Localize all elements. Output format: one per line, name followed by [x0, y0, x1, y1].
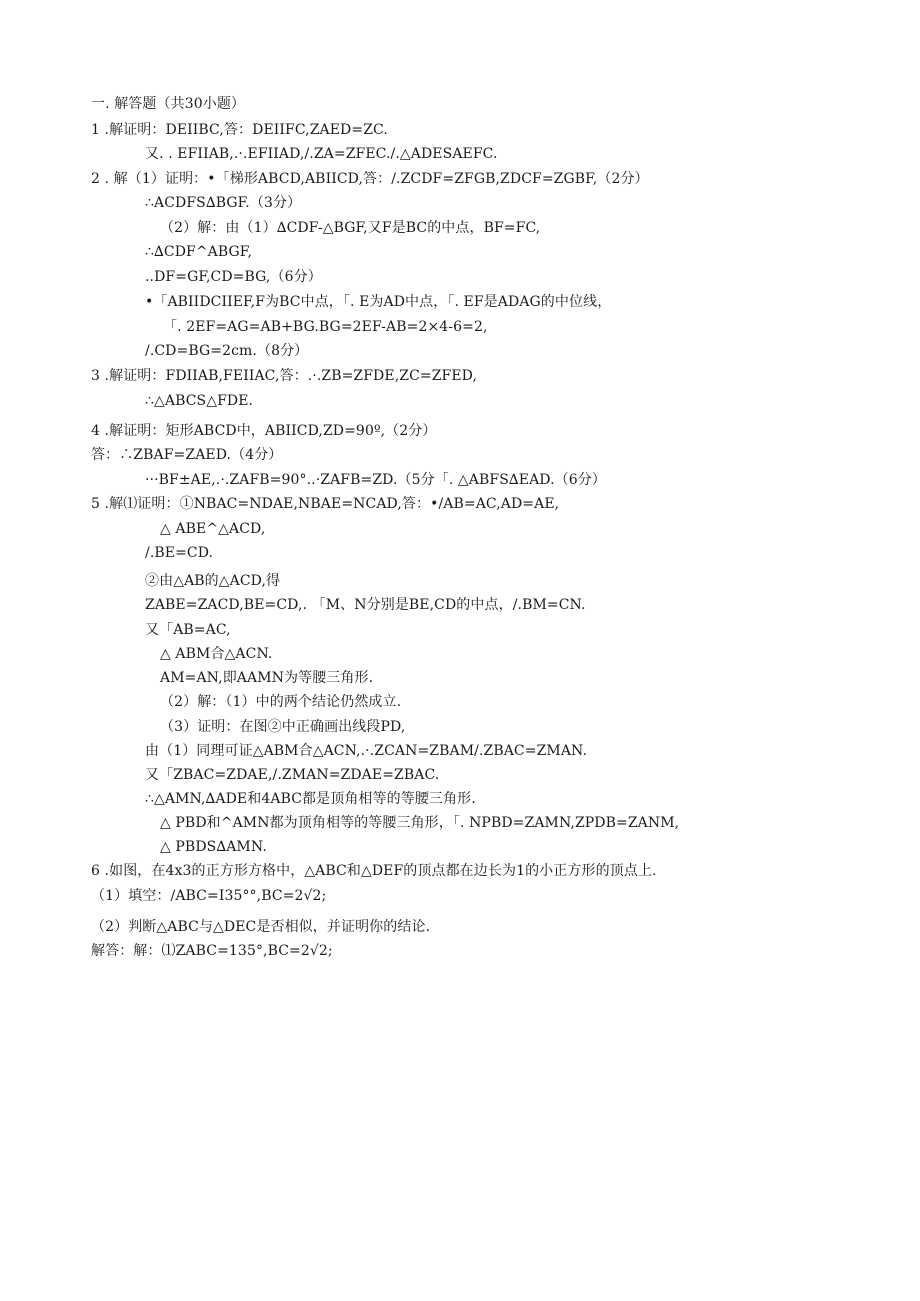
answer-2-line-1: 2 . 解（1）证明：•「梯形ABCD,ABIICD,答：/.ZCDF=ZFGB,ZDCF=ZGBF,（2分） [91, 171, 649, 187]
answer-1-line-1: 1 .解证明：DEIIBC,答：DEIIFC,ZAED=ZC. [91, 122, 388, 138]
answer-5-line-13: ∴△AMN,∆ADE和4ABC都是顶角相等的等腰三角形. [145, 791, 476, 807]
answer-5-line-11: 由（1）同理可证△ABM合△ACN,.·.ZCAN=ZBAM/.ZBAC=ZMAN. [145, 743, 588, 759]
answer-5-line-9: （2）解：（1）中的两个结论仍然成立. [160, 694, 402, 710]
question-6-line-2: （1）填空：/ABC=I35°°,BC=2√2; [91, 888, 327, 904]
answer-2-line-2: ∴ACDFS∆BGF.（3分） [145, 195, 302, 211]
answer-2-line-6: •「ABIIDCIIEF,F为BC中点，「. E为AD中点，「. EF是ADAG的中位线， [145, 294, 612, 310]
answer-2-line-5: ..DF=GF,CD=BG,（6分） [145, 269, 322, 285]
answer-5-line-5: ZABE=ZACD,BE=CD,. 「M、N分别是BE,CD的中点，/.BM=CN. [145, 597, 586, 613]
answer-5-line-14: △ PBD和^AMN都为顶角相等的等腰三角形，「. NPBD=ZAMN,ZPDB=ZANM, [160, 815, 680, 831]
answer-5-line-8: AM=AN,即AAMN为等腰三角形. [160, 670, 374, 686]
answer-4-line-1: 4 .解证明：矩形ABCD中，ABIICD,ZD=90º,（2分） [91, 423, 437, 439]
answer-1-line-2: 又. . EFIIAB,.·.EFIIAD,/.ZA=ZFEC./.△ADESAEFC. [145, 146, 498, 162]
answer-2-line-7: 「. 2EF=AG=AB+BG.BG=2EF-AB=2×4-6=2, [163, 319, 488, 335]
answer-5-line-2: △ ABE^△ACD, [160, 521, 266, 537]
answer-3-line-1: 3 .解证明：FDIIAB,FEIIAC,答：.·.ZB=ZFDE,ZC=ZFED, [91, 368, 478, 384]
question-6-line-1: 6 .如图，在4x3的正方形方格中，△ABC和△DEF的顶点都在边长为1的小正方形的顶点上. [91, 863, 657, 879]
answer-4-line-3: ···BF±AE,.·.ZAFB=90°..·ZAFB=ZD.（5分「. △ABFS∆EAD.（6分） [145, 472, 606, 488]
answer-5-line-7: △ ABM合△ACN. [160, 646, 273, 662]
answer-5-line-1: 5 .解⑴证明：①NBAC=NDAE,NBAE=NCAD,答：•/AB=AC,AD=AE, [91, 496, 560, 512]
section-heading: 一. 解答题（共30小题） [91, 96, 246, 112]
answer-2-line-8: /.CD=BG=2cm.（8分） [145, 343, 309, 359]
answer-5-line-10: （3）证明：在图②中正确画出线段PD, [160, 719, 406, 735]
answer-5-line-3: /.BE=CD. [145, 545, 214, 561]
answer-2-line-4: ∴∆CDF^ABGF, [145, 244, 252, 260]
question-6-line-3: （2）判断△ABC与△DEC是否相似，并证明你的结论. [91, 919, 431, 935]
answer-5-line-12: 又「ZBAC=ZDAE,/.ZMAN=ZDAE=ZBAC. [145, 767, 440, 783]
answer-2-line-3: （2）解：由（1）∆CDF-△BGF,又F是BC的中点，BF=FC, [160, 220, 541, 236]
answer-3-line-2: ∴△ABCS△FDE. [145, 393, 254, 409]
answer-5-line-15: △ PBDS∆AMN. [160, 839, 267, 855]
answer-5-line-6: 又「AB=AC, [145, 622, 231, 638]
answer-5-line-4: ②由△AB的△ACD,得 [145, 573, 281, 589]
answer-6-line-1: 解答：解：⑴ZABC=135°,BC=2√2; [91, 943, 333, 959]
answer-4-line-2: 答：∴ZBAF=ZAED.（4分） [91, 447, 283, 463]
